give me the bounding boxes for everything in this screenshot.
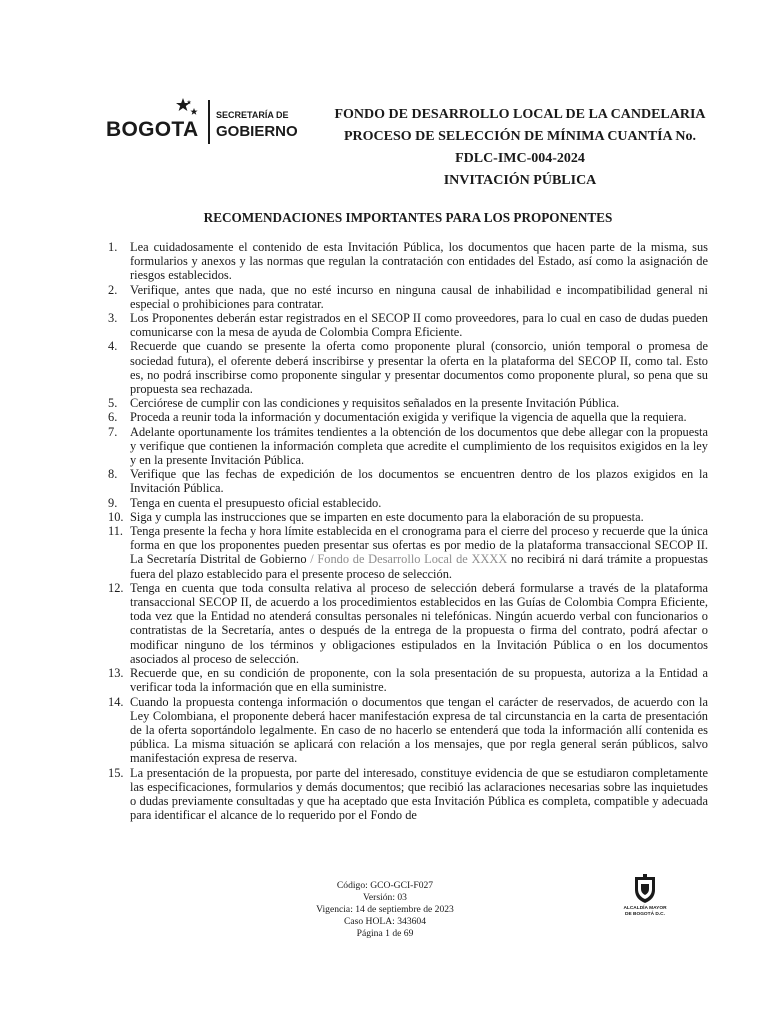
footer-code: Código: GCO-GCI-F027 <box>336 880 434 891</box>
footer-page-number: Página 1 de 69 <box>356 928 414 939</box>
item-text: Tenga en cuenta el presupuesto oficial establecido. <box>130 495 382 510</box>
alcaldia-line-1: ALCALDÍA MAYOR <box>623 906 667 911</box>
item-number: 8. <box>108 467 118 482</box>
item-text: Los Proponentes deberán estar registrados en el SECOP II como proveedores, para lo cual en caso de dudas pueden comunicarse con la mesa de ayuda de Colombia Compra Eficiente. <box>130 311 708 340</box>
list-item <box>108 240 708 283</box>
item-text: Verifique que las fechas de expedición de los documentos se encuentren dentro de los plazos exigidos en la Invitación Pública. <box>130 467 708 496</box>
list-item <box>108 410 708 424</box>
item-text: Recuerde que cuando se presente la oferta como proponente plural (consorcio, unión temporal o promesa de sociedad futura), el oferente deberá inscribirse y presentar la oferta en la plataforma del SECOP II, como tal. Esto es, no podrá inscribirse como proponente singular y presentar documentos como proponente plural, so pena que su propuesta sea rechazada. <box>130 339 708 397</box>
bogota-logo <box>106 98 296 148</box>
item-number: 14. <box>108 694 124 709</box>
list-item <box>108 311 708 339</box>
logo-divider <box>208 100 210 144</box>
star-icon <box>174 98 202 122</box>
item-number: 4. <box>108 339 118 354</box>
list-item <box>108 524 708 581</box>
section-title: RECOMENDACIONES IMPORTANTES PARA LOS PROPONENTES <box>203 210 613 225</box>
coat-of-arms-icon <box>632 874 658 904</box>
document-footer <box>290 880 480 940</box>
item-number: 13. <box>108 666 124 681</box>
item-number: 6. <box>108 410 118 425</box>
list-item <box>108 339 708 396</box>
document-header <box>300 104 740 192</box>
item-text: Tenga en cuenta que toda consulta relativa al proceso de selección deberá formularse a través de la plataforma transaccional SECOP II, de acuerdo a los procedimientos establecidos en las Guías de Colombia Compra Eficiente, toda vez que la Entidad no atenderá consultas personales ni telefónicas. Ningún acuerdo verbal con funcionarios o contratistas de la Secretaría, antes o después de la entrega de la propuesta o firma del contrato, podrá afectar o modificar ninguno de los términos y obligaciones estipulados en la Invitación Pública o en los documentos asociados al proceso de selección. <box>130 580 708 666</box>
list-item <box>108 396 708 410</box>
item-number: 10. <box>108 509 124 524</box>
footer-validity: Vigencia: 14 de septiembre de 2023 <box>316 904 454 915</box>
logo-city-name: BOGOTA <box>106 118 199 141</box>
list-item <box>108 496 708 510</box>
list-item <box>108 283 708 311</box>
list-item <box>108 467 708 495</box>
item-text: Cerciórese de cumplir con las condiciones y requisitos señalados en la presente Invitación Pública. <box>130 396 620 411</box>
item-text: Proceda a reunir toda la información y documentación exigida y verifique la vigencia de aquella que la requiera. <box>130 410 687 425</box>
logo-gobierno: GOBIERNO <box>216 123 298 140</box>
alcaldia-name <box>620 906 670 917</box>
header-process-number: FDLC-IMC-004-2024 <box>455 151 585 166</box>
item-number: 5. <box>108 396 118 411</box>
item-text: Recuerde que, en su condición de proponente, con la sola presentación de su propuesta, autoriza a la Entidad a verificar toda la información que en ella suministre. <box>130 666 708 695</box>
logo-secretaria: SECRETARÍA DE <box>216 110 289 120</box>
header-process: PROCESO DE SELECCIÓN DE MÍNIMA CUANTÍA No. <box>344 129 696 144</box>
item-text-continued: no recibirá ni dará trámite a propuestas fuera del plazo establecido para el presente proceso de selección. <box>130 552 708 581</box>
item-number: 2. <box>108 282 118 297</box>
recommendations-list <box>108 240 708 822</box>
item-number: 9. <box>108 495 118 510</box>
item-text: Tenga presente la fecha y hora límite establecida en el cronograma para el cierre del proceso y recuerde que la única forma en que los proponentes pueden presentar sus ofertas es por medio de la plataforma transaccional SECOP II. La Secretaría Distrital de Gobierno <box>130 524 708 567</box>
footer-case: Caso HOLA: 343604 <box>343 916 427 927</box>
list-item <box>108 695 708 766</box>
item-text: Verifique, antes que nada, que no esté incurso en ninguna causal de inhabilidad e incompatibilidad general ni especial o prohibiciones para contratar. <box>130 282 708 311</box>
list-item <box>108 766 708 823</box>
item-number: 1. <box>108 240 118 254</box>
placeholder-text: / Fondo de Desarrollo Local de XXXX <box>310 552 508 567</box>
alcaldia-logo <box>620 874 670 934</box>
list-item <box>108 581 708 666</box>
list-item <box>108 510 708 524</box>
item-number: 3. <box>108 311 118 326</box>
list-item <box>108 666 708 694</box>
item-number: 12. <box>108 580 124 595</box>
header-entity: FONDO DE DESARROLLO LOCAL DE LA CANDELARIA <box>334 107 706 122</box>
header-document-type: INVITACIÓN PÚBLICA <box>443 173 597 188</box>
alcaldia-line-2: DE BOGOTÁ D.C. <box>625 911 665 917</box>
footer-version: Versión: 03 <box>363 892 407 903</box>
item-number: 15. <box>108 765 124 780</box>
item-text: Siga y cumpla las instrucciones que se imparten en este documento para la elaboración de su propuesta. <box>130 509 644 524</box>
list-item <box>108 425 708 468</box>
item-text: La presentación de la propuesta, por parte del interesado, constituye evidencia de que se estudiaron completamente las especificaciones, formularios y demás documentos; que recibió las aclaraciones necesarias sobre las inquietudes o dudas previamente consultadas y que ha aceptado que esta Invitación Pública es completa, compatible y adecuada para identificar el alcance de lo requerido por el Fondo de <box>130 765 708 823</box>
item-text: Lea cuidadosamente el contenido de esta Invitación Pública, los documentos que hacen parte de la misma, sus formularios y anexos y las normas que regulan la contratación con entidades del Estado, así como la asignación de riesgos establecidos. <box>130 240 708 283</box>
item-text: Cuando la propuesta contenga información o documentos que tengan el carácter de reservados, de acuerdo con la Ley Colombiana, el proponente deberá hacer manifestación expresa de tal circunstancia en la carta de presentación de la oferta soportándolo legalmente. En caso de no hacerlo se entenderá que toda la información allí contenida es pública. La misma situación se aplicará con relación a los mensajes, que por regla general serán públicos, salvo manifestación expresa de reserva. <box>130 694 708 766</box>
item-number: 7. <box>108 424 118 439</box>
item-number: 11. <box>108 524 124 539</box>
item-text: Adelante oportunamente los trámites tendientes a la obtención de los documentos que debe allegar con la propuesta y verifique que contienen la información completa que acredite el cumplimiento de los requisitos exigidos en la ley y en la presente Invitación Pública. <box>130 424 708 468</box>
